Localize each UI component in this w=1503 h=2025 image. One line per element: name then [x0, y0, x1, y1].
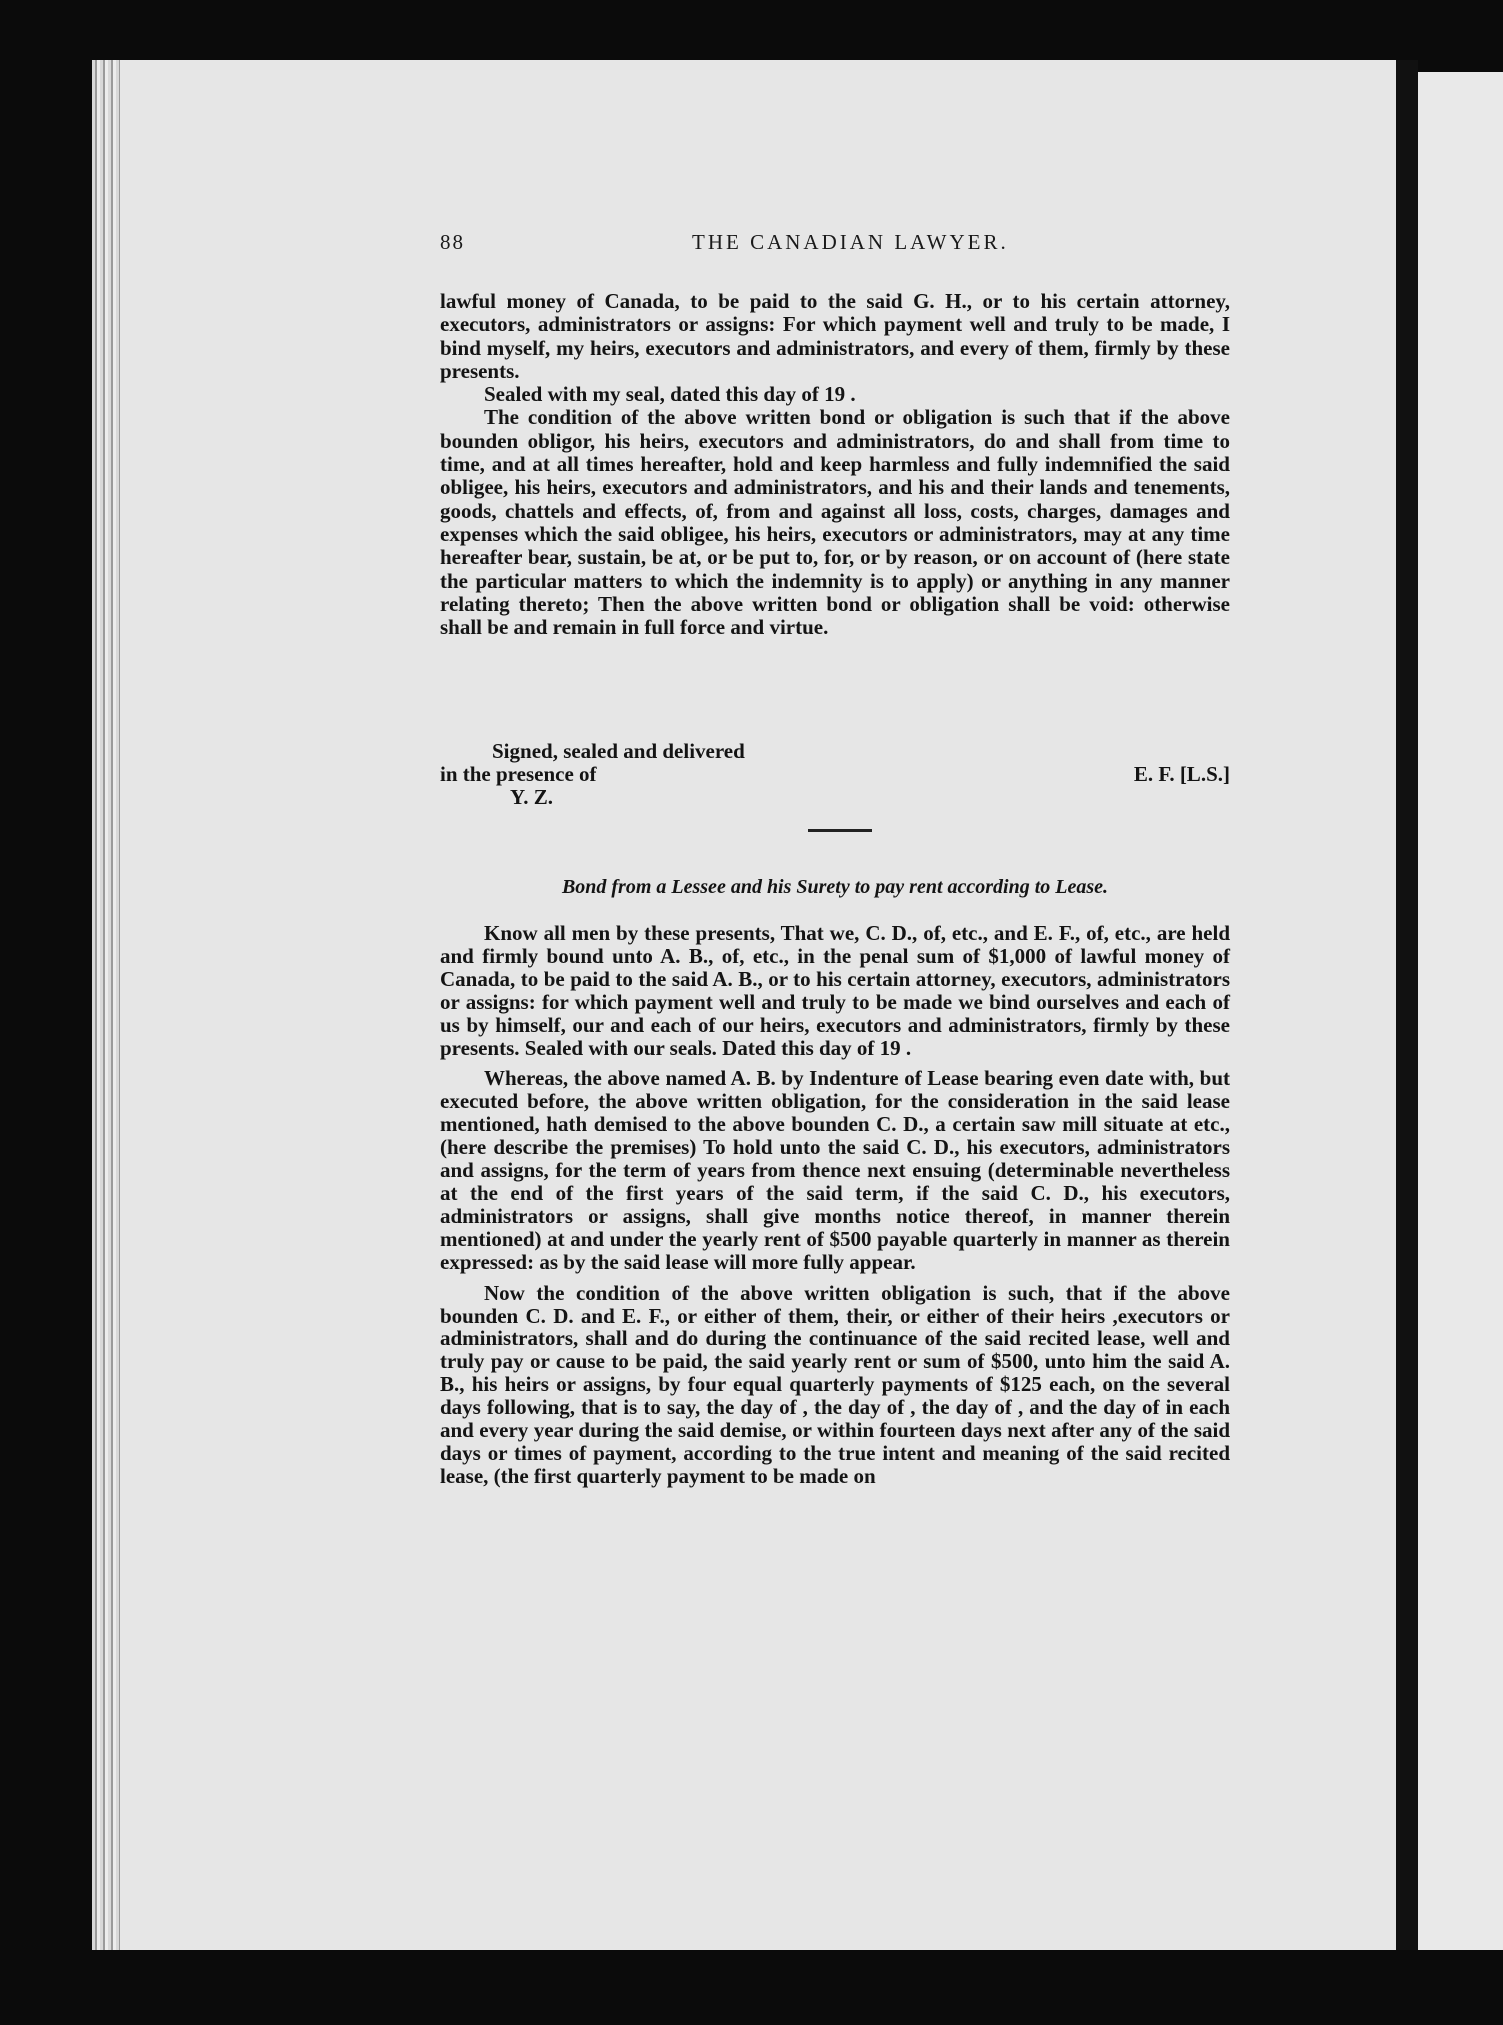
signature-block	[440, 740, 1230, 809]
signer-name: E. F. [L.S.]	[1133, 762, 1230, 786]
paragraph: Sealed with my seal, dated this day of 19 .	[484, 382, 856, 407]
book-gutter	[1396, 60, 1418, 1950]
witness-name: Y. Z.	[510, 785, 553, 809]
bond-condition-text	[440, 290, 1230, 639]
facing-page-edge	[1418, 72, 1503, 1950]
signature-line: Signed, sealed and delivered	[492, 739, 745, 763]
presence-line: in the presence of	[440, 762, 597, 786]
lease-bond-text	[440, 922, 1230, 1496]
paragraph: Now the condition of the above written obligation is such, that if the above bounden C. D. and E. F., or either of them, their, or either of their heirs ,executors or administrators, shall and do during the continuance of the said recited lease, well and truly pay or cause to be paid, the said yearly rent or sum of $500, unto him the said A. B., his heirs or assigns, by four equal quarterly payments of $125 each, on the several days following, that is to say, the day of , the day of , the day of , and the day of in each and every year during the said demise, or within fourteen days next after any of the said days or times of payment, according to the true intent and meaning of the said recited lease, (the first quarterly payment to be made on	[440, 1280, 1230, 1488]
section-divider	[808, 829, 872, 832]
paragraph: The condition of the above written bond or obligation is such that if the above bounden obligor, his heirs, executors and administrators, do and shall from time to time, and at all times hereafter, hold and keep harmless and fully indemnified the said obligee, his heirs, executors and administrators, and his and their lands and tenements, goods, chattels and effects, of, from and against all loss, costs, charges, damages and expenses which the said obligee, his heirs, executors or administrators, may at any time hereafter bear, sustain, be at, or be put to, for, or by reason, or on account of (here state the particular matters to which the indemnity is to apply) or anything in any manner relating thereto; Then the above written bond or obligation shall be void: otherwise shall be and remain in full force and virtue.	[440, 405, 1230, 640]
paragraph: lawful money of Canada, to be paid to the said G. H., or to his certain attorney, executors, administrators or assigns: For which payment well and truly to be made, I bind myself, my heirs, executors and administrators, and every of them, firmly by these presents.	[440, 289, 1230, 383]
running-title: THE CANADIAN LAWYER.	[692, 230, 1009, 254]
paragraph: Know all men by these presents, That we, C. D., of, etc., and E. F., of, etc., are held and firmly bound unto A. B., of, etc., in the penal sum of $1,000 of lawful money of Canada, to be paid to the said A. B., or to his certain attorney, executors, administrators or assigns: for which payment well and truly to be made we bind ourselves and each of us by himself, our and each of our heirs, executors and administrators, firmly by these presents. Sealed with our seals. Dated this day of 19 .	[440, 921, 1230, 1060]
paragraph: Whereas, the above named A. B. by Indenture of Lease bearing even date with, but executed before, the above written obligation, for the consideration in the said lease mentioned, hath demised to the above bounden C. D., a certain saw mill situate at etc., (here describe the premises) To hold unto the said C. D., his executors, administrators and assigns, for the term of years from thence next ensuing (determinable nevertheless at the end of the first years of the said term, if the said C. D., his executors, administrators or assigns, shall give months notice thereof, in manner therein mentioned) at and under the yearly rent of $500 payable quarterly in manner as therein expressed: as by the said lease will more fully appear.	[440, 1066, 1230, 1274]
section-title: Bond from a Lessee and his Surety to pay rent according to Lease.	[561, 876, 1109, 898]
page-header	[440, 230, 1230, 260]
page-number: 88	[440, 230, 465, 254]
